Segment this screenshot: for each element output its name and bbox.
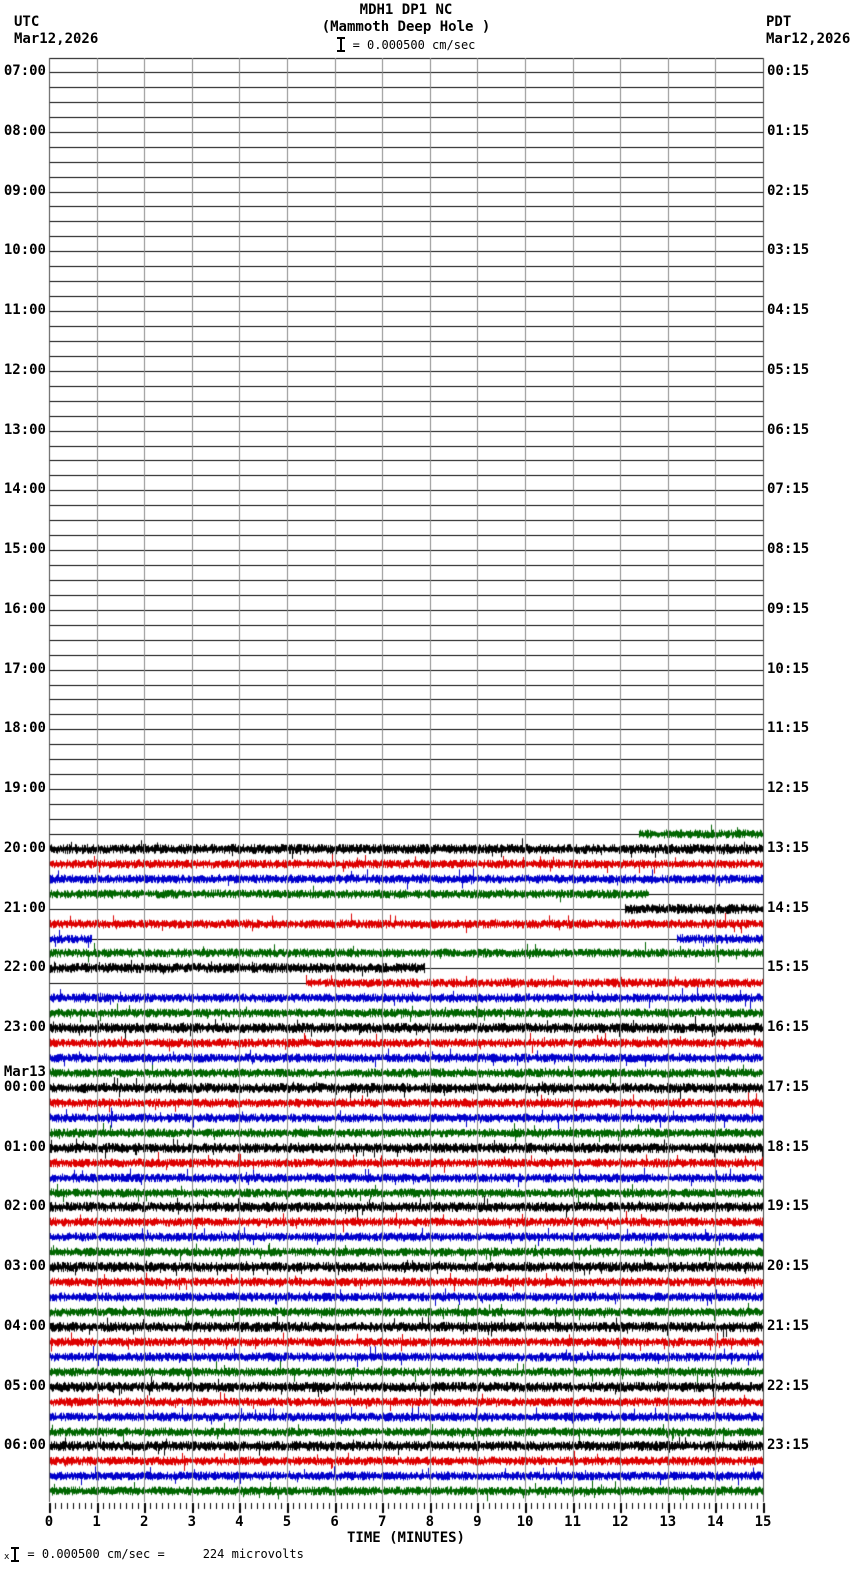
- utc-hour-label: 10:00: [3, 242, 46, 259]
- utc-hour-label: 08:00: [3, 122, 46, 139]
- pdt-hour-label: 10:15: [767, 660, 810, 677]
- pdt-hour-label: 08:15: [767, 541, 810, 558]
- footer-multiplier-mark: x: [4, 1552, 10, 1562]
- pdt-hour-label: 18:15: [767, 1138, 810, 1155]
- x-tick-label: 9: [473, 1514, 482, 1530]
- utc-hour-label: 00:00: [3, 1078, 46, 1095]
- utc-hour-label: 01:00: [3, 1138, 46, 1155]
- x-tick-label: 3: [187, 1514, 197, 1530]
- pdt-hour-label: 12:15: [767, 780, 810, 797]
- pdt-hour-label: 02:15: [767, 182, 810, 199]
- pdt-hour-label: 06:15: [767, 421, 810, 438]
- utc-hour-label: 18:00: [3, 720, 46, 737]
- x-tick-label: 12: [611, 1514, 629, 1530]
- x-tick-label: 7: [377, 1514, 387, 1530]
- x-tick-label: 0: [44, 1514, 54, 1530]
- pdt-date-label: Mar12,2026: [766, 31, 850, 47]
- utc-timezone-label: UTC: [14, 14, 40, 30]
- utc-hour-label: 05:00: [3, 1377, 46, 1394]
- station-title: MDH1 DP1 NC: [359, 2, 453, 18]
- pdt-hour-label: 09:15: [767, 600, 810, 617]
- utc-hour-label: 07:00: [3, 63, 46, 79]
- utc-hour-label: 06:00: [3, 1437, 46, 1454]
- pdt-hour-label: 04:15: [767, 302, 810, 319]
- pdt-hour-label: 17:15: [767, 1078, 810, 1095]
- utc-hour-label: 11:00: [3, 302, 46, 319]
- x-tick-label: 10: [516, 1514, 534, 1530]
- pdt-hour-label: 13:15: [767, 839, 810, 856]
- utc-hour-label: 17:00: [3, 660, 46, 677]
- x-tick-label: 1: [92, 1514, 101, 1530]
- footer-scale-text: = 0.000500 cm/sec =: [27, 1547, 165, 1561]
- pdt-hour-label: 16:15: [767, 1019, 810, 1036]
- scale-legend-text: = 0.000500 cm/sec: [352, 37, 476, 52]
- x-tick-label: 2: [139, 1514, 149, 1530]
- utc-hour-label: 21:00: [3, 899, 46, 916]
- pdt-hour-label: 14:15: [767, 899, 810, 916]
- x-tick-label: 5: [282, 1514, 292, 1530]
- x-tick-label: 11: [564, 1514, 582, 1530]
- pdt-hour-label: 15:15: [767, 959, 810, 976]
- utc-hour-label: 20:00: [3, 839, 46, 856]
- utc-hour-label: 16:00: [3, 600, 46, 617]
- pdt-hour-label: 07:15: [767, 481, 810, 498]
- utc-hour-label: 03:00: [3, 1258, 46, 1275]
- x-tick-label: 8: [425, 1514, 435, 1530]
- pdt-hour-label: 23:15: [767, 1437, 810, 1454]
- pdt-hour-label: 22:15: [767, 1377, 810, 1394]
- footer-scale-note: [4, 1546, 304, 1562]
- x-axis-title: TIME (MINUTES): [346, 1530, 465, 1546]
- x-tick-label: 6: [330, 1514, 339, 1530]
- utc-hour-label: 22:00: [3, 959, 46, 976]
- pdt-hour-label: 03:15: [767, 242, 810, 259]
- pdt-timezone-label: PDT: [766, 14, 792, 30]
- pdt-hour-label: 21:15: [767, 1317, 810, 1334]
- pdt-hour-label: 11:15: [767, 720, 810, 737]
- utc-hour-label: 14:00: [3, 481, 46, 498]
- pdt-hour-label: 00:15: [767, 63, 810, 79]
- utc-day-label: Mar13: [3, 1063, 46, 1080]
- station-subtitle: (Mammoth Deep Hole ): [321, 19, 491, 35]
- pdt-hour-label: 01:15: [767, 122, 810, 139]
- pdt-hour-label: 19:15: [767, 1198, 810, 1215]
- utc-hour-label: 23:00: [3, 1019, 46, 1036]
- scale-bar-icon: [337, 37, 345, 52]
- x-tick-label: 13: [659, 1514, 677, 1530]
- x-tick-label: 4: [235, 1514, 244, 1530]
- utc-hour-label: 02:00: [3, 1198, 46, 1215]
- utc-date-label: Mar12,2026: [14, 31, 99, 47]
- x-tick-label: 14: [706, 1514, 724, 1530]
- utc-hour-label: 19:00: [3, 780, 46, 797]
- utc-hour-label: 12:00: [3, 361, 46, 378]
- utc-hour-label: 09:00: [3, 182, 46, 199]
- footer-scale-bar-icon: [11, 1547, 19, 1562]
- utc-hour-label: 15:00: [3, 541, 46, 558]
- footer-microvolts-value: 224 microvolts: [202, 1547, 304, 1561]
- x-tick-label: 15: [754, 1514, 772, 1530]
- utc-hour-label: 13:00: [3, 421, 46, 438]
- pdt-header: [766, 14, 850, 48]
- utc-hour-label: 04:00: [3, 1317, 46, 1334]
- pdt-hour-label: 20:15: [767, 1258, 810, 1275]
- pdt-hour-label: 05:15: [767, 361, 810, 378]
- scale-legend: [49, 37, 763, 52]
